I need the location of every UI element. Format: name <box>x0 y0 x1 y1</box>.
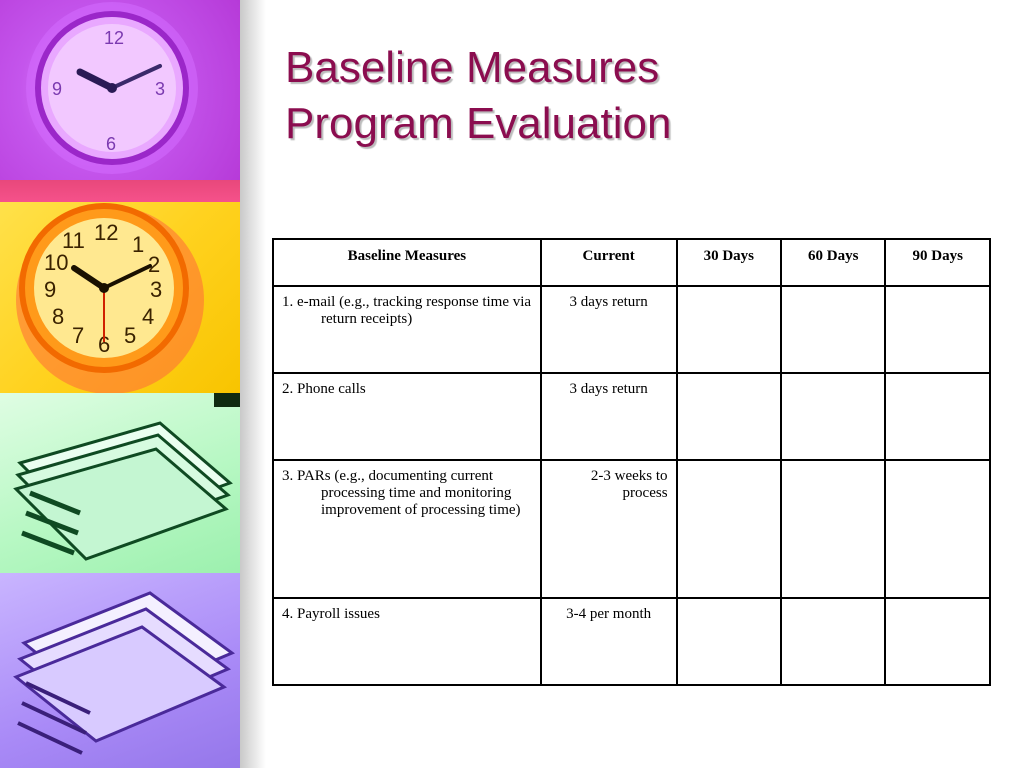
day90-cell <box>885 460 990 598</box>
svg-text:1: 1 <box>132 232 145 257</box>
current-cell <box>541 373 677 460</box>
svg-text:6: 6 <box>98 332 111 357</box>
svg-text:12: 12 <box>104 28 125 48</box>
measure-cell <box>273 598 541 685</box>
current-text: 3 days return <box>569 294 648 310</box>
day60-cell <box>781 373 885 460</box>
day60-cell <box>781 460 885 598</box>
svg-text:9: 9 <box>52 79 63 99</box>
green-papers-image <box>0 393 240 573</box>
header-60-days: 60 Days <box>781 239 885 286</box>
measure-text: 3. PARs (e.g., documenting current processing time and monitoring improvement of processing time) <box>282 468 521 518</box>
decorative-image-strip <box>0 0 240 768</box>
measure-cell <box>273 460 541 598</box>
table-row <box>273 286 990 373</box>
current-text: 3 days return <box>569 381 648 397</box>
day90-cell <box>885 373 990 460</box>
measure-text: 1. e-mail (e.g., tracking response time via return receipts) <box>282 294 532 327</box>
svg-text:7: 7 <box>72 323 85 348</box>
measure-cell <box>273 286 541 373</box>
strip-shadow <box>240 0 266 768</box>
table-row <box>273 460 990 598</box>
day30-cell <box>677 286 781 373</box>
day60-cell <box>781 598 885 685</box>
current-cell <box>541 286 677 373</box>
current-cell <box>541 598 677 685</box>
svg-text:8: 8 <box>52 304 65 329</box>
day90-cell <box>885 286 990 373</box>
svg-text:9: 9 <box>44 277 57 302</box>
yellow-clock-image <box>0 202 240 394</box>
header-30-days: 30 Days <box>677 239 781 286</box>
day30-cell <box>677 598 781 685</box>
table-row <box>273 373 990 460</box>
purple-clock-image <box>0 0 240 183</box>
svg-text:3: 3 <box>155 79 166 99</box>
title-line-2: Program Evaluation <box>285 99 672 148</box>
baseline-measures-table <box>272 238 991 686</box>
current-text: 2-3 weeks to process <box>590 468 668 501</box>
pink-band <box>0 180 240 204</box>
svg-text:3: 3 <box>150 277 163 302</box>
day90-cell <box>885 598 990 685</box>
svg-text:11: 11 <box>62 228 85 253</box>
header-current: Current <box>541 239 677 286</box>
svg-text:6: 6 <box>106 134 117 154</box>
day30-cell <box>677 460 781 598</box>
slide-title <box>285 40 671 152</box>
svg-text:10: 10 <box>44 250 69 275</box>
measure-cell <box>273 373 541 460</box>
svg-text:2: 2 <box>148 252 161 277</box>
purple-papers-image <box>0 573 240 768</box>
header-baseline-measures: Baseline Measures <box>273 239 541 286</box>
day60-cell <box>781 286 885 373</box>
day30-cell <box>677 373 781 460</box>
svg-text:4: 4 <box>142 304 155 329</box>
current-cell <box>541 460 677 598</box>
svg-text:12: 12 <box>94 220 119 245</box>
measure-text: 2. Phone calls <box>282 381 366 397</box>
table-header-row <box>273 239 990 286</box>
svg-text:5: 5 <box>124 323 137 348</box>
table-row <box>273 598 990 685</box>
measure-text: 4. Payroll issues <box>282 606 380 622</box>
current-text: 3-4 per month <box>566 606 652 622</box>
title-line-1: Baseline Measures <box>285 43 660 92</box>
header-90-days: 90 Days <box>885 239 990 286</box>
